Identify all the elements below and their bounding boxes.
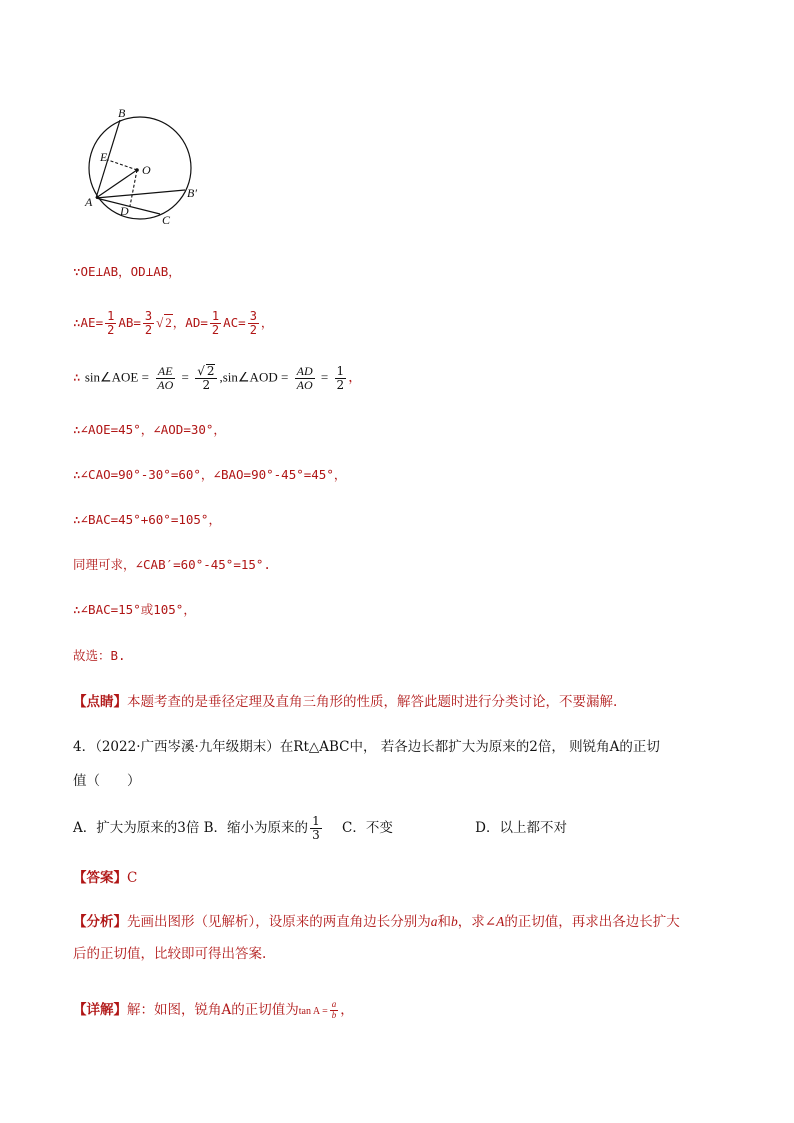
fraction: $\frac{AD}{AO}$ xyxy=(296,363,313,392)
option-a: A．扩大为原来的3倍 xyxy=(73,820,200,837)
solution-line-4: ∴∠AOE=45°，∠AOD=30°， xyxy=(73,422,226,437)
fraction: $\frac{3}{2}$ xyxy=(249,309,257,338)
detail-tag: 【详解】 xyxy=(73,1001,127,1018)
fraction: $\frac{a}{b}$ xyxy=(331,999,337,1020)
label-e: E xyxy=(100,150,108,164)
dashed-oe xyxy=(108,160,137,170)
chord-ab-prime xyxy=(96,190,185,198)
center-point xyxy=(135,168,139,172)
comment-tag: 【点睛】 xyxy=(73,694,127,710)
label-a: A xyxy=(85,195,93,209)
circle-figure xyxy=(80,100,215,235)
question-4-options xyxy=(73,815,567,842)
question-4-line-2: 值（ ） xyxy=(73,773,141,789)
dashed-od xyxy=(130,170,137,206)
label-b: B xyxy=(118,106,126,120)
comment-line: 【点睛】本题考查的是垂径定理及直角三角形的性质，解答此题时进行分类讨论，不要漏解. xyxy=(73,694,618,710)
label-o: O xyxy=(142,163,151,177)
fraction: $\frac{1}{3}$ xyxy=(312,814,320,843)
option-d: D．以上都不对 xyxy=(475,820,567,837)
solution-line-3: ∴ sin∠AOE = $\frac{AE}{AO}$ = $\frac{√ 2}{2}$ ,sin∠AOD = $\frac{AD}{AO}$ = $\frac{1}{2}$ ， xyxy=(73,363,362,393)
fraction: $\frac{1}{2}$ xyxy=(107,309,115,338)
label-b-prime: B′ xyxy=(187,186,197,200)
segment-ao xyxy=(96,170,137,198)
solution-line-9: 故选：B. xyxy=(73,648,126,663)
solution-line-1: ∵OE⊥AB，OD⊥AB， xyxy=(73,264,181,279)
answer-tag: 【答案】 xyxy=(73,870,127,886)
label-d: D xyxy=(120,204,129,218)
option-c: C．不变 xyxy=(342,820,393,837)
fraction: $\frac{1}{2}$ xyxy=(211,309,220,338)
analysis-line-1: 【分析】先画出图形（见解析），设原来的两直角边长分别为a和b，求∠A的正切值，再求出各边长扩大 xyxy=(73,914,680,930)
fraction: $\frac{1}{2}$ xyxy=(336,363,345,392)
solution-line-5: ∴∠CAO=90°-30°=60°，∠BAO=90°-45°=45°， xyxy=(73,467,347,482)
solution-line-6: ∴∠BAC=45°+60°=105°， xyxy=(73,512,221,527)
circle xyxy=(89,117,191,219)
fraction: $\frac{3}{2}$ xyxy=(144,309,153,338)
fraction: $\frac{√ 2}{2}$ xyxy=(195,364,217,392)
analysis-tag: 【分析】 xyxy=(73,914,127,930)
solution-line-2: ∴AE= $\frac{1}{2}$ AB= $\frac{3}{2}$ √ 2，AD= $\frac{1}{2}$ AC= $\frac{3}{2}$ ， xyxy=(73,309,274,338)
solution-line-8: ∴∠BAC=15°或105°， xyxy=(73,602,196,617)
solution-line-7: 同理可求，∠CAB′=60°-45°=15°. xyxy=(73,557,271,572)
answer-value: C xyxy=(127,870,138,886)
analysis-line-2: 后的正切值，比较即可得出答案. xyxy=(73,946,267,962)
label-c: C xyxy=(162,213,171,227)
answer-line xyxy=(73,870,137,887)
detail-line: 【详解】解：如图，锐角A的正切值为tan A = $\frac{a}{b}$ ， xyxy=(73,999,354,1020)
question-4-line-1: 4．（2022·广西岑溪·九年级期末）在Rt△ABC中， 若各边长都扩大为原来的2倍， 则锐角A的正切 xyxy=(73,739,660,755)
fraction: $\frac{AE}{AO}$ xyxy=(157,363,174,392)
option-b: B．缩小为原来的 $\frac{1}{3}$ xyxy=(203,814,320,843)
